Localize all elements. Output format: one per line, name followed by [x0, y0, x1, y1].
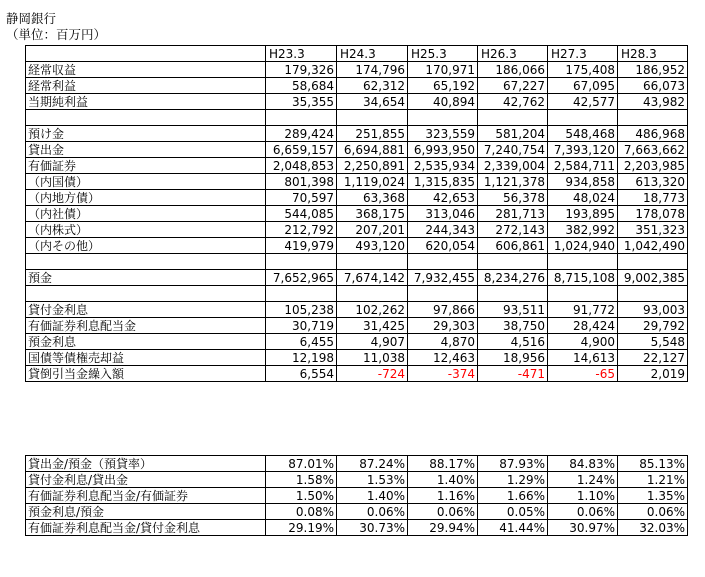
empty-cell — [548, 254, 618, 270]
column-header: H24.3 — [337, 46, 408, 62]
value-cell: 419,979 — [266, 238, 337, 254]
value-cell: 105,238 — [266, 302, 337, 318]
value-cell: 207,201 — [337, 222, 408, 238]
value-cell: 272,143 — [478, 222, 548, 238]
table-row — [26, 488, 688, 504]
value-cell: 88.17% — [408, 456, 478, 472]
value-cell: 6,993,950 — [408, 142, 478, 158]
row-label: 国債等債権売却益 — [26, 350, 266, 366]
value-cell: -374 — [408, 366, 478, 382]
table-row — [26, 94, 688, 110]
value-cell: 87.93% — [478, 456, 548, 472]
row-label: 経常収益 — [26, 62, 266, 78]
value-cell: 0.05% — [478, 504, 548, 520]
value-cell: 0.06% — [548, 504, 618, 520]
financial-table — [25, 45, 688, 382]
value-cell: 1.40% — [408, 472, 478, 488]
value-cell: 613,320 — [618, 174, 688, 190]
table-row — [26, 520, 688, 536]
value-cell: 581,204 — [478, 126, 548, 142]
table-row — [26, 190, 688, 206]
value-cell: 186,952 — [618, 62, 688, 78]
row-label: （内国債） — [26, 174, 266, 190]
value-cell: 2,250,891 — [337, 158, 408, 174]
value-cell: 85.13% — [618, 456, 688, 472]
table-row — [26, 350, 688, 366]
table-row — [26, 472, 688, 488]
value-cell: 42,577 — [548, 94, 618, 110]
value-cell: 30,719 — [266, 318, 337, 334]
value-cell: 56,378 — [478, 190, 548, 206]
row-label: 有価証券利息配当金 — [26, 318, 266, 334]
table-row — [26, 206, 688, 222]
value-cell: 7,393,120 — [548, 142, 618, 158]
value-cell: 38,750 — [478, 318, 548, 334]
value-cell: 48,024 — [548, 190, 618, 206]
row-label: 預金利息/預金 — [26, 504, 266, 520]
value-cell: 40,894 — [408, 94, 478, 110]
row-label: 預金利息 — [26, 334, 266, 350]
table-row — [26, 142, 688, 158]
value-cell: 934,858 — [548, 174, 618, 190]
value-cell: 289,424 — [266, 126, 337, 142]
value-cell: 35,355 — [266, 94, 337, 110]
empty-cell — [408, 286, 478, 302]
value-cell: 6,694,881 — [337, 142, 408, 158]
value-cell: 2,535,934 — [408, 158, 478, 174]
value-cell: 6,659,157 — [266, 142, 337, 158]
value-cell: 4,907 — [337, 334, 408, 350]
value-cell: 29.94% — [408, 520, 478, 536]
table-row — [26, 222, 688, 238]
row-label: （内株式） — [26, 222, 266, 238]
value-cell: 67,095 — [548, 78, 618, 94]
value-cell: 12,198 — [266, 350, 337, 366]
value-cell: 4,870 — [408, 334, 478, 350]
value-cell: 1.21% — [618, 472, 688, 488]
value-cell: 11,038 — [337, 350, 408, 366]
value-cell: 2,203,985 — [618, 158, 688, 174]
value-cell: 8,234,276 — [478, 270, 548, 286]
value-cell: 12,463 — [408, 350, 478, 366]
empty-cell — [478, 286, 548, 302]
value-cell: 486,968 — [618, 126, 688, 142]
value-cell: -65 — [548, 366, 618, 382]
bank-name: 静岡銀行 — [6, 11, 57, 26]
column-header: H26.3 — [478, 46, 548, 62]
value-cell: 66,073 — [618, 78, 688, 94]
value-cell: 5,548 — [618, 334, 688, 350]
value-cell: 7,240,754 — [478, 142, 548, 158]
empty-cell — [408, 110, 478, 126]
row-label: （内地方債） — [26, 190, 266, 206]
value-cell: 97,866 — [408, 302, 478, 318]
empty-cell — [26, 254, 266, 270]
value-cell: 193,895 — [548, 206, 618, 222]
empty-cell — [548, 286, 618, 302]
table-row — [26, 158, 688, 174]
value-cell: 22,127 — [618, 350, 688, 366]
empty-cell — [618, 254, 688, 270]
value-cell: -471 — [478, 366, 548, 382]
table-row — [26, 270, 688, 286]
value-cell: 2,019 — [618, 366, 688, 382]
value-cell: 368,175 — [337, 206, 408, 222]
value-cell: 212,792 — [266, 222, 337, 238]
value-cell: 2,048,853 — [266, 158, 337, 174]
value-cell: 493,120 — [337, 238, 408, 254]
value-cell: 1,024,940 — [548, 238, 618, 254]
value-cell: 41.44% — [478, 520, 548, 536]
unit-label: （単位：百万円） — [6, 27, 107, 42]
empty-cell — [266, 286, 337, 302]
value-cell: 42,762 — [478, 94, 548, 110]
row-label: 預け金 — [26, 126, 266, 142]
row-label: 貸出金/預金（預貸率） — [26, 456, 266, 472]
table-row — [26, 504, 688, 520]
value-cell: -724 — [337, 366, 408, 382]
spacer-row — [26, 254, 688, 270]
value-cell: 251,855 — [337, 126, 408, 142]
value-cell: 0.06% — [337, 504, 408, 520]
value-cell: 8,715,108 — [548, 270, 618, 286]
value-cell: 30.97% — [548, 520, 618, 536]
value-cell: 175,408 — [548, 62, 618, 78]
value-cell: 67,227 — [478, 78, 548, 94]
value-cell: 70,597 — [266, 190, 337, 206]
row-label: （内社債） — [26, 206, 266, 222]
table-row — [26, 62, 688, 78]
value-cell: 1.10% — [548, 488, 618, 504]
value-cell: 43,982 — [618, 94, 688, 110]
value-cell: 29,303 — [408, 318, 478, 334]
ratio-table — [25, 455, 688, 536]
row-label: 有価証券 — [26, 158, 266, 174]
value-cell: 620,054 — [408, 238, 478, 254]
table-row — [26, 78, 688, 94]
empty-cell — [478, 110, 548, 126]
value-cell: 179,326 — [266, 62, 337, 78]
value-cell: 28,424 — [548, 318, 618, 334]
empty-cell — [478, 254, 548, 270]
value-cell: 58,684 — [266, 78, 337, 94]
value-cell: 93,511 — [478, 302, 548, 318]
value-cell: 323,559 — [408, 126, 478, 142]
value-cell: 1.24% — [548, 472, 618, 488]
value-cell: 6,455 — [266, 334, 337, 350]
value-cell: 1,042,490 — [618, 238, 688, 254]
value-cell: 91,772 — [548, 302, 618, 318]
row-label: 預金 — [26, 270, 266, 286]
row-label: 貸出金 — [26, 142, 266, 158]
value-cell: 0.08% — [266, 504, 337, 520]
value-cell: 186,066 — [478, 62, 548, 78]
empty-cell — [337, 286, 408, 302]
value-cell: 62,312 — [337, 78, 408, 94]
value-cell: 1.29% — [478, 472, 548, 488]
value-cell: 42,653 — [408, 190, 478, 206]
value-cell: 544,085 — [266, 206, 337, 222]
value-cell: 18,773 — [618, 190, 688, 206]
value-cell: 87.24% — [337, 456, 408, 472]
value-cell: 4,900 — [548, 334, 618, 350]
empty-cell — [26, 110, 266, 126]
column-header: H28.3 — [618, 46, 688, 62]
row-label: 貸付金利息/貸出金 — [26, 472, 266, 488]
row-label: 貸倒引当金繰入額 — [26, 366, 266, 382]
table-row — [26, 334, 688, 350]
table-row — [26, 238, 688, 254]
value-cell: 14,613 — [548, 350, 618, 366]
table-row — [26, 456, 688, 472]
header-row — [26, 46, 688, 62]
value-cell: 7,932,455 — [408, 270, 478, 286]
empty-cell — [266, 110, 337, 126]
spacer-row — [26, 110, 688, 126]
value-cell: 29.19% — [266, 520, 337, 536]
value-cell: 4,516 — [478, 334, 548, 350]
value-cell: 32.03% — [618, 520, 688, 536]
value-cell: 2,339,004 — [478, 158, 548, 174]
value-cell: 382,992 — [548, 222, 618, 238]
value-cell: 1,119,024 — [337, 174, 408, 190]
value-cell: 1.40% — [337, 488, 408, 504]
value-cell: 0.06% — [618, 504, 688, 520]
row-label: 経常利益 — [26, 78, 266, 94]
table-row — [26, 126, 688, 142]
table-row — [26, 302, 688, 318]
value-cell: 548,468 — [548, 126, 618, 142]
value-cell: 87.01% — [266, 456, 337, 472]
value-cell: 7,674,142 — [337, 270, 408, 286]
empty-cell — [337, 254, 408, 270]
value-cell: 30.73% — [337, 520, 408, 536]
empty-cell — [618, 110, 688, 126]
value-cell: 84.83% — [548, 456, 618, 472]
row-label: 当期純利益 — [26, 94, 266, 110]
value-cell: 1,315,835 — [408, 174, 478, 190]
value-cell: 1.35% — [618, 488, 688, 504]
empty-cell — [548, 110, 618, 126]
table-row — [26, 318, 688, 334]
value-cell: 174,796 — [337, 62, 408, 78]
empty-cell — [26, 286, 266, 302]
empty-cell — [618, 286, 688, 302]
column-header: H27.3 — [548, 46, 618, 62]
empty-cell — [266, 254, 337, 270]
value-cell: 606,861 — [478, 238, 548, 254]
value-cell: 102,262 — [337, 302, 408, 318]
row-label: （内その他） — [26, 238, 266, 254]
value-cell: 178,078 — [618, 206, 688, 222]
value-cell: 63,368 — [337, 190, 408, 206]
value-cell: 29,792 — [618, 318, 688, 334]
value-cell: 34,654 — [337, 94, 408, 110]
value-cell: 18,956 — [478, 350, 548, 366]
empty-cell — [408, 254, 478, 270]
value-cell: 31,425 — [337, 318, 408, 334]
column-header: H25.3 — [408, 46, 478, 62]
value-cell: 313,046 — [408, 206, 478, 222]
value-cell: 9,002,385 — [618, 270, 688, 286]
value-cell: 0.06% — [408, 504, 478, 520]
row-label: 有価証券利息配当金/貸付金利息 — [26, 520, 266, 536]
value-cell: 1.50% — [266, 488, 337, 504]
header-corner — [26, 46, 266, 62]
value-cell: 351,323 — [618, 222, 688, 238]
spacer-row — [26, 286, 688, 302]
value-cell: 93,003 — [618, 302, 688, 318]
row-label: 貸付金利息 — [26, 302, 266, 318]
value-cell: 1.53% — [337, 472, 408, 488]
table-row — [26, 366, 688, 382]
value-cell: 2,584,711 — [548, 158, 618, 174]
value-cell: 244,343 — [408, 222, 478, 238]
table-row — [26, 174, 688, 190]
value-cell: 281,713 — [478, 206, 548, 222]
value-cell: 65,192 — [408, 78, 478, 94]
value-cell: 1.16% — [408, 488, 478, 504]
column-header: H23.3 — [266, 46, 337, 62]
value-cell: 7,663,662 — [618, 142, 688, 158]
value-cell: 7,652,965 — [266, 270, 337, 286]
value-cell: 170,971 — [408, 62, 478, 78]
empty-cell — [337, 110, 408, 126]
value-cell: 801,398 — [266, 174, 337, 190]
value-cell: 1.58% — [266, 472, 337, 488]
value-cell: 6,554 — [266, 366, 337, 382]
value-cell: 1.66% — [478, 488, 548, 504]
row-label: 有価証券利息配当金/有価証券 — [26, 488, 266, 504]
value-cell: 1,121,378 — [478, 174, 548, 190]
